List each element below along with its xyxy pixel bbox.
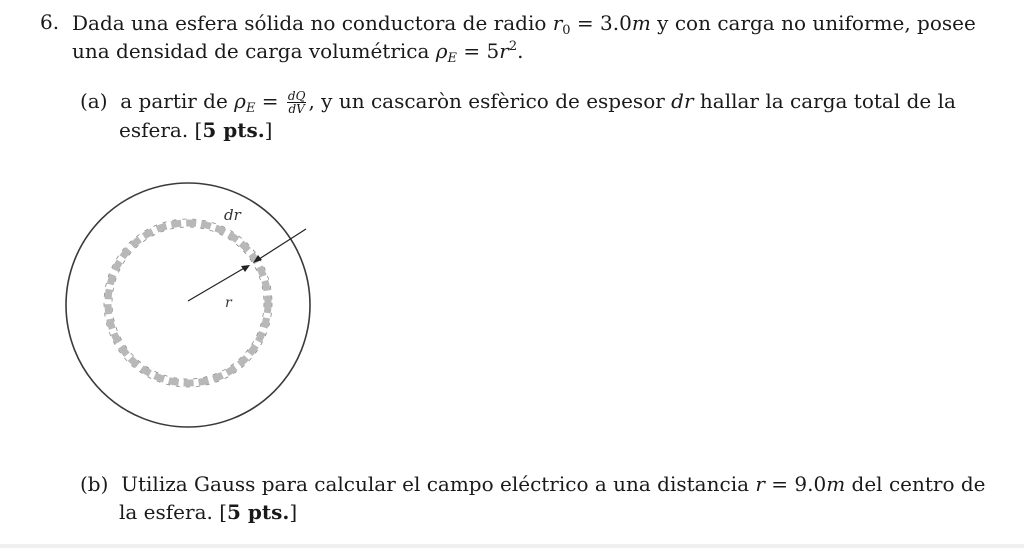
dr-label: dr	[224, 206, 241, 224]
r0-unit: m	[631, 11, 651, 35]
problem-line-1	[72, 10, 976, 36]
part-b-label: (b)	[80, 472, 109, 496]
part-b-points: 5 pts.	[227, 500, 290, 524]
dq-dv-fraction	[287, 90, 307, 115]
r0-subscript: 0	[562, 23, 571, 38]
density-equals: = 5	[457, 39, 500, 63]
part-a-line-2	[119, 117, 272, 143]
r-label: r	[225, 295, 232, 311]
part-a-equals: =	[255, 89, 285, 113]
part-b-line-1	[80, 471, 986, 497]
part-a-points: 5 pts.	[202, 118, 265, 142]
part-a-label: (a)	[80, 89, 108, 113]
part-a-rho-sub: E	[245, 101, 256, 116]
problem-text: Dada una esfera sólida no conductora de radio	[72, 11, 553, 35]
part-a-dr: dr	[671, 89, 694, 113]
rho-subscript: E	[447, 51, 458, 66]
part-b-close: ]	[289, 500, 298, 524]
problem-text-2: una densidad de carga volumétrica	[72, 39, 436, 63]
rho-symbol: ρ	[435, 39, 448, 63]
part-a-close: ]	[264, 118, 273, 142]
radius-line	[188, 267, 246, 301]
part-b-text-3: la esfera. [	[119, 500, 228, 524]
sphere-shell-figure	[60, 175, 320, 435]
part-b-equals: = 9.0	[764, 472, 827, 496]
shell-dashed-band	[108, 223, 268, 383]
part-b-line-2	[119, 499, 297, 525]
part-a-text-2: , y un cascaròn esfèrico de espesor	[308, 89, 672, 113]
shell-inner-edge	[112, 227, 264, 379]
part-a-text-3: hallar la carga total de la	[693, 89, 956, 113]
density-exponent: 2	[508, 39, 518, 54]
fraction-numerator: dQ	[287, 89, 306, 103]
bottom-bar	[0, 544, 1024, 548]
problem-number: 6.	[40, 10, 60, 34]
thickness-line	[256, 229, 306, 261]
r0-symbol: r	[552, 11, 563, 35]
part-a-rho: ρ	[234, 89, 246, 113]
density-period: .	[517, 39, 524, 63]
part-b-unit: m	[826, 472, 846, 496]
part-b-text: Utiliza Gauss para calcular el campo eléctrico a una distancia	[121, 472, 756, 496]
fraction-denominator: dV	[288, 102, 305, 116]
part-b-text-2: del centro de	[845, 472, 986, 496]
problem-line-2	[72, 38, 523, 64]
part-a-text: a partir de	[120, 89, 235, 113]
r0-equals: = 3.0	[570, 11, 632, 35]
problem-text-post: y con carga no uniforme, posee	[650, 11, 976, 35]
part-b-r: r	[755, 472, 765, 496]
part-a-line-1	[80, 88, 956, 115]
density-r: r	[499, 39, 509, 63]
part-a-text-4: esfera. [	[119, 118, 203, 142]
